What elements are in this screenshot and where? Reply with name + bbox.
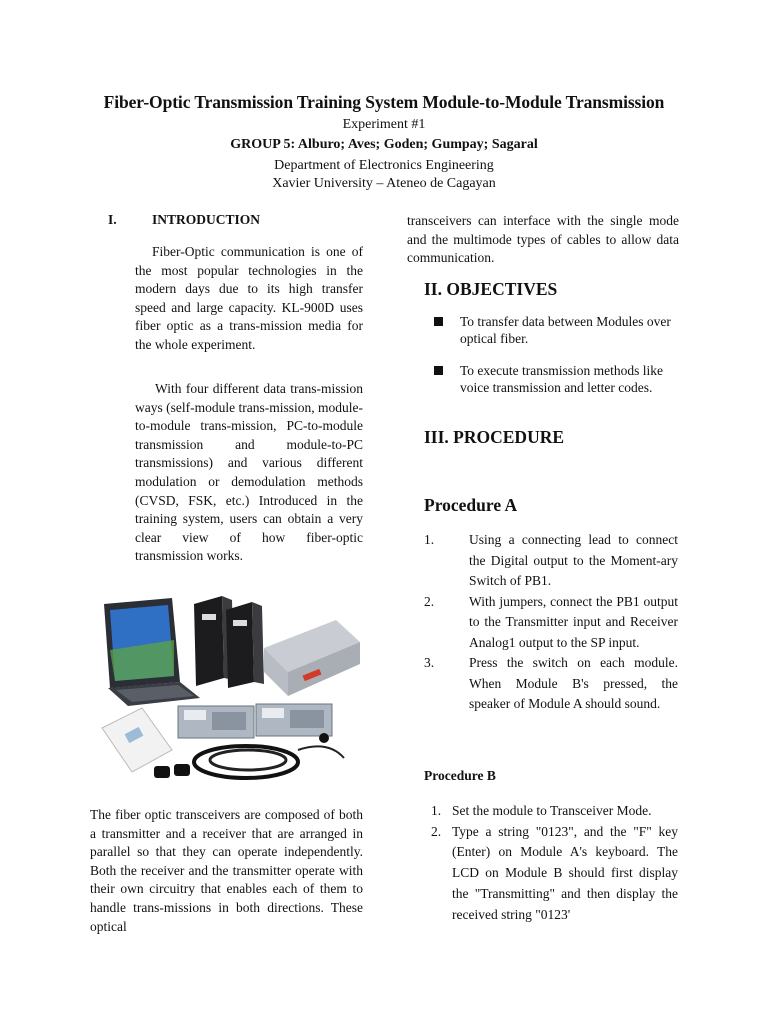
module-b-keypad (290, 710, 324, 728)
step-number: 1. (424, 532, 435, 547)
intro-paragraph-1: Fiber-Optic communication is one of the most popular technologies in the modern days due to its high transfer speed and large capacity. KL-900D uses fiber optic as a trans-mission media for the whole experiment. (135, 244, 363, 352)
objective-text: To transfer data between Modules over optical fiber. (460, 314, 671, 346)
binder-right-spine (252, 602, 264, 684)
paper-title: Fiber-Optic Transmission Training System Module-to-Module Transmission (103, 92, 665, 112)
objectives-heading: II. OBJECTIVES (424, 279, 558, 299)
department: Department of Electronics Engineering (274, 158, 494, 173)
step-text: Set the module to Transceiver Mode. (452, 803, 652, 818)
step-number: 1. (431, 803, 442, 818)
procedure-a-step (424, 592, 678, 654)
objective-item (434, 362, 684, 396)
training-system-photo (98, 590, 364, 786)
intro-paragraph-2: With four different data trans-mission ways (self-module trans-mission, module-to-module trans-mission, PC-to-module transmission and module-to-PC transmissions) and various different modulation or demodulation methods (CVSD, FSK, etc.) Introduced in the training system, users can obtain a very clear view of how fiber-optic transmission works. (135, 381, 363, 564)
procedure-b-step (431, 801, 678, 822)
step-text: Using a connecting lead to connect the Digital output to the Moment-ary Switch of PB1. (469, 532, 678, 588)
step-text: Press the switch on each module. When Module B's pressed, the speaker of Module A should sound. (469, 655, 678, 711)
procedure-a-list (424, 530, 678, 715)
procedure-heading: III. PROCEDURE (424, 427, 565, 447)
binder-left-label (202, 614, 216, 620)
manual-booklet (102, 708, 172, 772)
procedure-b-list (431, 801, 678, 925)
procedure-a-step (424, 530, 678, 592)
step-number: 2. (424, 593, 435, 609)
procedure-a-step (424, 653, 678, 715)
binder-right-label (233, 620, 247, 626)
step-number: 3. (424, 655, 435, 670)
lead-connector (319, 733, 329, 743)
intro-section-number: I. (108, 212, 117, 227)
binder-right (226, 602, 254, 688)
square-bullet-icon (434, 317, 443, 326)
intro-paragraph-3: The fiber optic transceivers are composed of both a transmitter and a receiver that are arranged in parallel so that they can operate independently. Both the receiver and the transmitter operate with their own circuitry that enables each of them to handle trans-missions in both directions. These optical (90, 807, 363, 934)
procedure-b-step (431, 822, 678, 926)
module-a-lcd (184, 710, 206, 720)
adapter-right (174, 764, 190, 776)
step-number: 2. (431, 823, 442, 839)
objective-text: To execute transmission methods like voice transmission and letter codes. (460, 363, 664, 395)
module-b-lcd (262, 708, 284, 718)
procedure-a-heading: Procedure A (424, 495, 518, 515)
experiment-number: Experiment #1 (342, 117, 426, 132)
objective-item (434, 313, 684, 347)
step-text: Type a string "0123", and the "F" key (Enter) on Module A's keyboard. The LCD on Module B should first display the "Transmitting" and then display the received string "0123' (452, 823, 678, 922)
adapter-left (154, 766, 170, 778)
module-a-keypad (212, 712, 246, 730)
lead-cable (298, 746, 344, 758)
group-authors: GROUP 5: Alburo; Aves; Goden; Gumpay; Sagaral (230, 137, 538, 152)
procedure-b-heading: Procedure B (424, 768, 496, 783)
square-bullet-icon (434, 366, 443, 375)
binder-left (194, 596, 224, 686)
fiber-cable-inner (210, 750, 286, 770)
intro-heading: INTRODUCTION (152, 212, 261, 227)
step-text: With jumpers, connect the PB1 output to the Transmitter input and Receiver Analog1 output to the SP input. (469, 593, 678, 650)
university: Xavier University – Ateneo de Cagayan (272, 176, 496, 191)
intro-paragraph-3-continued: transceivers can interface with the single mode and the multimode types of cables to allow data communication. (407, 213, 679, 266)
